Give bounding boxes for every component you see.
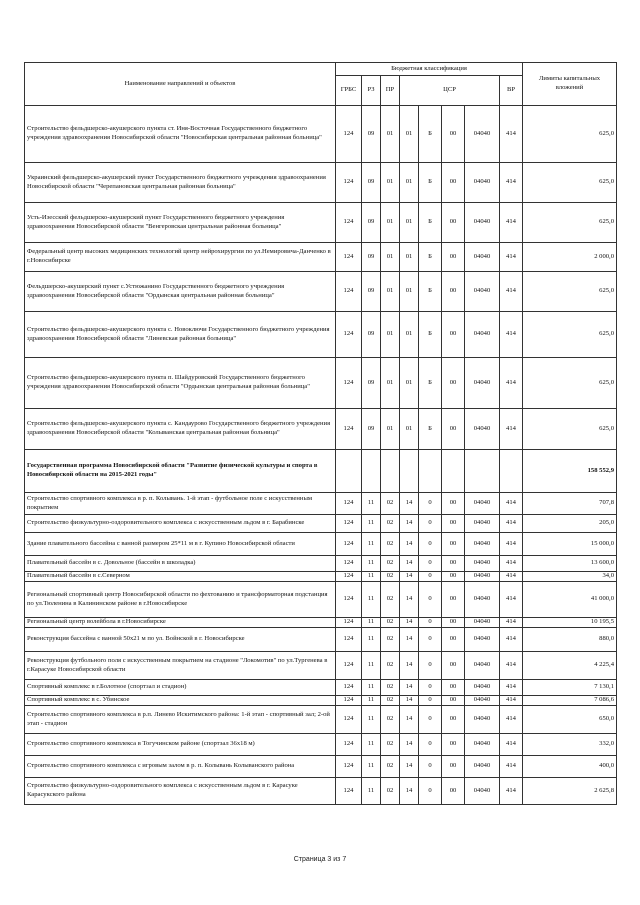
row-amount: 10 195,5 [523,618,617,628]
row-vr: 414 [500,163,523,203]
row-rz: 11 [362,533,381,556]
row-csr-direction [465,450,500,493]
row-name: Строительство спортивного комплекса в Тогучинском районе (спортзал 36х18 м) [25,734,336,756]
row-csr-direction: 04040 [465,493,500,515]
row-rz: 11 [362,778,381,805]
table-row [25,734,617,756]
header-vr: ВР [500,76,523,106]
row-grbs: 124 [336,628,362,652]
table-row [25,163,617,203]
row-name: Фельдшерско-акушерский пункт с.Устюжанино Государственного бюджетного учреждения здравоохранения Новосибирской области "Ордынская центральная районная больница" [25,272,336,312]
row-rz: 11 [362,493,381,515]
row-csr-direction: 04040 [465,409,500,450]
header-pr: ПР [381,76,400,106]
row-rz: 09 [362,312,381,358]
table-row [25,106,617,163]
header-rz: РЗ [362,76,381,106]
row-csr-subprogram: 0 [419,680,442,696]
row-pr: 02 [381,493,400,515]
row-csr-subprogram [419,450,442,493]
row-amount: 2 625,8 [523,778,617,805]
row-csr-subprogram: Б [419,243,442,272]
row-name: Региональный спортивный центр Новосибирской области по фехтованию и трансформаторная подстанция по ул.Тюленина в Калининском районе в г.Новосибирске [25,582,336,618]
row-csr-program: 01 [400,106,419,163]
row-csr-subprogram: 0 [419,493,442,515]
row-name: Строительство физкультурно-оздоровительного комплекса с искусственным льдом в г. Карасуке Карасукского района [25,778,336,805]
row-csr-subprogram: Б [419,163,442,203]
row-vr: 414 [500,652,523,680]
row-vr: 414 [500,409,523,450]
row-csr-direction: 04040 [465,243,500,272]
header-grbs: ГРБС [336,76,362,106]
row-csr-program: 14 [400,652,419,680]
row-name: Здание плавательного бассейна с ванной размером 25*11 м в г. Купино Новосибирской области [25,533,336,556]
row-csr-subprogram: 0 [419,706,442,734]
row-csr-event: 00 [442,628,465,652]
table-row [25,652,617,680]
row-rz: 11 [362,618,381,628]
row-vr: 414 [500,706,523,734]
row-amount: 34,0 [523,572,617,582]
row-csr-subprogram: 0 [419,756,442,778]
row-csr-subprogram: Б [419,203,442,243]
row-rz [362,450,381,493]
row-csr-program: 14 [400,572,419,582]
row-grbs: 124 [336,556,362,572]
table-row [25,409,617,450]
row-amount: 625,0 [523,203,617,243]
row-csr-direction: 04040 [465,778,500,805]
row-csr-direction: 04040 [465,680,500,696]
row-amount: 2 000,0 [523,243,617,272]
row-csr-subprogram: 0 [419,696,442,706]
row-name: Строительство фельдшерско-акушерского пункта ст. Иня-Восточная Государственного бюджетного учреждения здравоохранения Новосибирской области "Новосибирская центральная районная больница" [25,106,336,163]
table-row [25,628,617,652]
row-name: Строительство спортивного комплекса в р. п. Колывань. 1-й этап - футбольное поле с искусственным покрытием [25,493,336,515]
table-row [25,618,617,628]
row-amount: 400,0 [523,756,617,778]
row-amount: 625,0 [523,409,617,450]
row-csr-direction: 04040 [465,533,500,556]
row-amount: 880,0 [523,628,617,652]
header-budget-classification: Бюджетная классификация [336,63,523,76]
row-pr: 02 [381,515,400,533]
row-amount: 625,0 [523,312,617,358]
row-grbs: 124 [336,243,362,272]
row-csr-subprogram: 0 [419,628,442,652]
row-csr-event: 00 [442,652,465,680]
row-csr-program: 01 [400,312,419,358]
row-csr-direction: 04040 [465,756,500,778]
row-pr: 02 [381,628,400,652]
row-amount: 205,0 [523,515,617,533]
row-amount: 15 000,0 [523,533,617,556]
row-csr-event: 00 [442,272,465,312]
row-csr-direction: 04040 [465,696,500,706]
row-rz: 11 [362,515,381,533]
row-csr-direction: 04040 [465,652,500,680]
row-name: Украинский фельдшерско-акушерский пункт Государственного бюджетного учреждения здравоохранения Новосибирской области "Черепановская центральная районная больница" [25,163,336,203]
row-grbs: 124 [336,312,362,358]
row-csr-program: 14 [400,734,419,756]
row-vr [500,450,523,493]
row-vr: 414 [500,556,523,572]
row-csr-program: 14 [400,696,419,706]
row-pr: 01 [381,163,400,203]
row-csr-event: 00 [442,515,465,533]
row-vr: 414 [500,243,523,272]
row-pr: 01 [381,203,400,243]
row-pr: 02 [381,778,400,805]
row-csr-program: 14 [400,515,419,533]
row-pr: 01 [381,243,400,272]
row-amount: 625,0 [523,106,617,163]
row-rz: 09 [362,243,381,272]
row-amount: 332,0 [523,734,617,756]
row-pr: 02 [381,696,400,706]
row-csr-subprogram: 0 [419,652,442,680]
row-grbs: 124 [336,163,362,203]
row-amount: 41 000,0 [523,582,617,618]
row-vr: 414 [500,533,523,556]
row-pr: 02 [381,618,400,628]
row-vr: 414 [500,272,523,312]
row-vr: 414 [500,582,523,618]
row-grbs: 124 [336,582,362,618]
row-csr-direction: 04040 [465,203,500,243]
table-row [25,358,617,409]
row-grbs: 124 [336,409,362,450]
row-grbs [336,450,362,493]
header-limits: Лимиты капитальных вложений [523,63,617,106]
row-csr-direction: 04040 [465,106,500,163]
row-pr [381,450,400,493]
row-grbs: 124 [336,533,362,556]
row-pr: 02 [381,582,400,618]
row-name: Строительство спортивного комплекса с игровым залом в р. п. Колывань Колыванского района [25,756,336,778]
table-row [25,450,617,493]
row-vr: 414 [500,680,523,696]
table-row [25,556,617,572]
row-name: Строительство физкультурно-оздоровительного комплекса с искусственным льдом в г. Барабинске [25,515,336,533]
row-grbs: 124 [336,272,362,312]
row-csr-subprogram: 0 [419,618,442,628]
row-csr-program: 14 [400,756,419,778]
row-csr-subprogram: Б [419,312,442,358]
table-body [25,106,617,805]
row-grbs: 124 [336,572,362,582]
row-rz: 11 [362,734,381,756]
row-csr-program: 14 [400,618,419,628]
row-grbs: 124 [336,358,362,409]
row-csr-direction: 04040 [465,572,500,582]
row-grbs: 124 [336,203,362,243]
row-csr-program: 14 [400,493,419,515]
row-csr-event: 00 [442,106,465,163]
row-pr: 01 [381,312,400,358]
row-csr-event: 00 [442,358,465,409]
row-csr-direction: 04040 [465,582,500,618]
row-csr-program: 01 [400,243,419,272]
row-vr: 414 [500,515,523,533]
row-grbs: 124 [336,493,362,515]
row-pr: 02 [381,572,400,582]
row-vr: 414 [500,618,523,628]
row-amount: 707,8 [523,493,617,515]
row-name: Федеральный центр высоких медицинских технологий центр нейрохирургии по ул.Немировича-Данченко в г.Новосибирске [25,243,336,272]
row-csr-event: 00 [442,312,465,358]
row-pr: 01 [381,106,400,163]
table-row [25,272,617,312]
row-vr: 414 [500,628,523,652]
row-name: Строительство спортивного комплекса в р.п. Линево Искитимского района: 1-й этап - спортивный зал; 2-ой этап - стадион [25,706,336,734]
row-name: Усть-Изесский фельдшерско-акушерский пункт Государственного бюджетного учреждения здравоохранения Новосибирской области "Венгеровская центральная районная больница" [25,203,336,243]
row-pr: 02 [381,756,400,778]
row-name: Спортивный комплекс в г.Болотное (спортзал и стадион) [25,680,336,696]
page-number: Страница 3 из 7 [293,856,347,863]
row-csr-subprogram: 0 [419,734,442,756]
table-row [25,572,617,582]
row-pr: 02 [381,734,400,756]
row-rz: 11 [362,556,381,572]
row-grbs: 124 [336,680,362,696]
row-csr-event: 00 [442,409,465,450]
budget-table [24,62,617,805]
row-rz: 09 [362,163,381,203]
row-rz: 11 [362,582,381,618]
row-grbs: 124 [336,756,362,778]
row-amount: 650,0 [523,706,617,734]
row-name: Государственная программа Новосибирской области "Развитие физической культуры и спорта в Новосибирской области на 2015-2021 годы" [25,450,336,493]
row-pr: 01 [381,272,400,312]
row-csr-program: 01 [400,409,419,450]
row-rz: 11 [362,680,381,696]
table-row [25,778,617,805]
row-grbs: 124 [336,734,362,756]
row-csr-program: 01 [400,358,419,409]
row-vr: 414 [500,493,523,515]
row-grbs: 124 [336,778,362,805]
row-rz: 09 [362,358,381,409]
table-row [25,533,617,556]
row-csr-subprogram: 0 [419,572,442,582]
row-csr-direction: 04040 [465,358,500,409]
row-amount: 625,0 [523,358,617,409]
row-grbs: 124 [336,515,362,533]
row-csr-program: 14 [400,628,419,652]
row-name: Региональный центр волейбола в г.Новосибирске [25,618,336,628]
row-csr-direction: 04040 [465,734,500,756]
row-csr-event: 00 [442,582,465,618]
row-csr-program: 01 [400,203,419,243]
row-csr-program: 14 [400,680,419,696]
row-csr-event: 00 [442,734,465,756]
row-pr: 01 [381,358,400,409]
row-amount: 4 225,4 [523,652,617,680]
row-vr: 414 [500,358,523,409]
row-csr-program: 14 [400,706,419,734]
row-csr-event: 00 [442,778,465,805]
header-csr: ЦСР [400,76,500,106]
row-csr-subprogram: 0 [419,533,442,556]
row-vr: 414 [500,106,523,163]
row-csr-program: 01 [400,272,419,312]
row-csr-program: 14 [400,556,419,572]
table-row [25,582,617,618]
row-csr-event: 00 [442,618,465,628]
row-vr: 414 [500,756,523,778]
row-rz: 11 [362,652,381,680]
row-pr: 02 [381,706,400,734]
row-name: Спортивный комплекс в с. Убинское [25,696,336,706]
row-csr-direction: 04040 [465,706,500,734]
row-csr-event: 00 [442,533,465,556]
row-rz: 11 [362,572,381,582]
row-grbs: 124 [336,618,362,628]
row-grbs: 124 [336,652,362,680]
table-row [25,312,617,358]
row-name: Плавательный бассейн в с. Довольное (бассейн в школадка) [25,556,336,572]
row-csr-subprogram: Б [419,358,442,409]
row-csr-event: 00 [442,696,465,706]
table-row [25,243,617,272]
table-row [25,493,617,515]
row-csr-program: 14 [400,582,419,618]
row-csr-program: 01 [400,163,419,203]
row-csr-subprogram: Б [419,272,442,312]
row-rz: 11 [362,628,381,652]
table-row [25,756,617,778]
row-csr-direction: 04040 [465,618,500,628]
row-csr-direction: 04040 [465,163,500,203]
row-vr: 414 [500,572,523,582]
row-csr-subprogram: 0 [419,582,442,618]
row-csr-direction: 04040 [465,515,500,533]
row-pr: 02 [381,680,400,696]
row-name: Плавательный бассейн в с.Северном [25,572,336,582]
row-name: Строительство фельдшерско-акушерского пункта с. Новоключи Государственного бюджетного учреждения здравоохранения Новосибирской области "Линевская районная больница" [25,312,336,358]
row-csr-program [400,450,419,493]
row-rz: 09 [362,203,381,243]
row-csr-subprogram: 0 [419,515,442,533]
row-pr: 02 [381,533,400,556]
row-name: Реконструкция бассейна с ванной 50х21 м по ул. Войнской в г. Новосибирске [25,628,336,652]
row-rz: 11 [362,706,381,734]
row-csr-subprogram: 0 [419,778,442,805]
row-vr: 414 [500,312,523,358]
row-csr-event: 00 [442,203,465,243]
row-csr-event: 00 [442,572,465,582]
table-row [25,706,617,734]
row-csr-event: 00 [442,163,465,203]
row-rz: 11 [362,756,381,778]
row-csr-program: 14 [400,778,419,805]
table-row [25,696,617,706]
row-csr-direction: 04040 [465,312,500,358]
row-amount: 625,0 [523,163,617,203]
header-name: Наименование направлений и объектов [25,63,336,106]
row-pr: 01 [381,409,400,450]
row-name: Реконструкция футбольного поля с искусственным покрытием на стадионе "Локомотив" по ул.Тургенева в г.Карасуке Новосибирской области [25,652,336,680]
row-csr-subprogram: Б [419,409,442,450]
row-csr-event: 00 [442,756,465,778]
table-row [25,515,617,533]
row-name: Строительство фельдшерско-акушерского пункта п. Шайдуровский Государственного бюджетного учреждения здравоохранения Новосибирской области "Ордынская центральная районная больница" [25,358,336,409]
row-rz: 09 [362,272,381,312]
row-amount: 625,0 [523,272,617,312]
row-csr-event: 00 [442,680,465,696]
row-rz: 09 [362,409,381,450]
row-csr-event [442,450,465,493]
row-vr: 414 [500,734,523,756]
row-vr: 414 [500,203,523,243]
row-csr-direction: 04040 [465,628,500,652]
row-csr-subprogram: 0 [419,556,442,572]
row-csr-program: 14 [400,533,419,556]
row-amount: 7 130,1 [523,680,617,696]
row-csr-subprogram: Б [419,106,442,163]
row-grbs: 124 [336,696,362,706]
row-csr-direction: 04040 [465,272,500,312]
row-csr-event: 00 [442,243,465,272]
table-row [25,203,617,243]
row-pr: 02 [381,556,400,572]
row-name: Строительство фельдшерско-акушерского пункта с. Кандаурово Государственного бюджетного учреждения здравоохранения Новосибирской области "Колыванская центральная районная больница" [25,409,336,450]
row-amount: 7 086,6 [523,696,617,706]
row-amount: 158 552,9 [523,450,617,493]
row-amount: 13 600,0 [523,556,617,572]
row-csr-event: 00 [442,706,465,734]
row-csr-event: 00 [442,556,465,572]
row-vr: 414 [500,696,523,706]
row-rz: 09 [362,106,381,163]
row-pr: 02 [381,652,400,680]
table-row [25,680,617,696]
row-grbs: 124 [336,706,362,734]
row-csr-direction: 04040 [465,556,500,572]
row-vr: 414 [500,778,523,805]
row-rz: 11 [362,696,381,706]
row-csr-event: 00 [442,493,465,515]
row-grbs: 124 [336,106,362,163]
